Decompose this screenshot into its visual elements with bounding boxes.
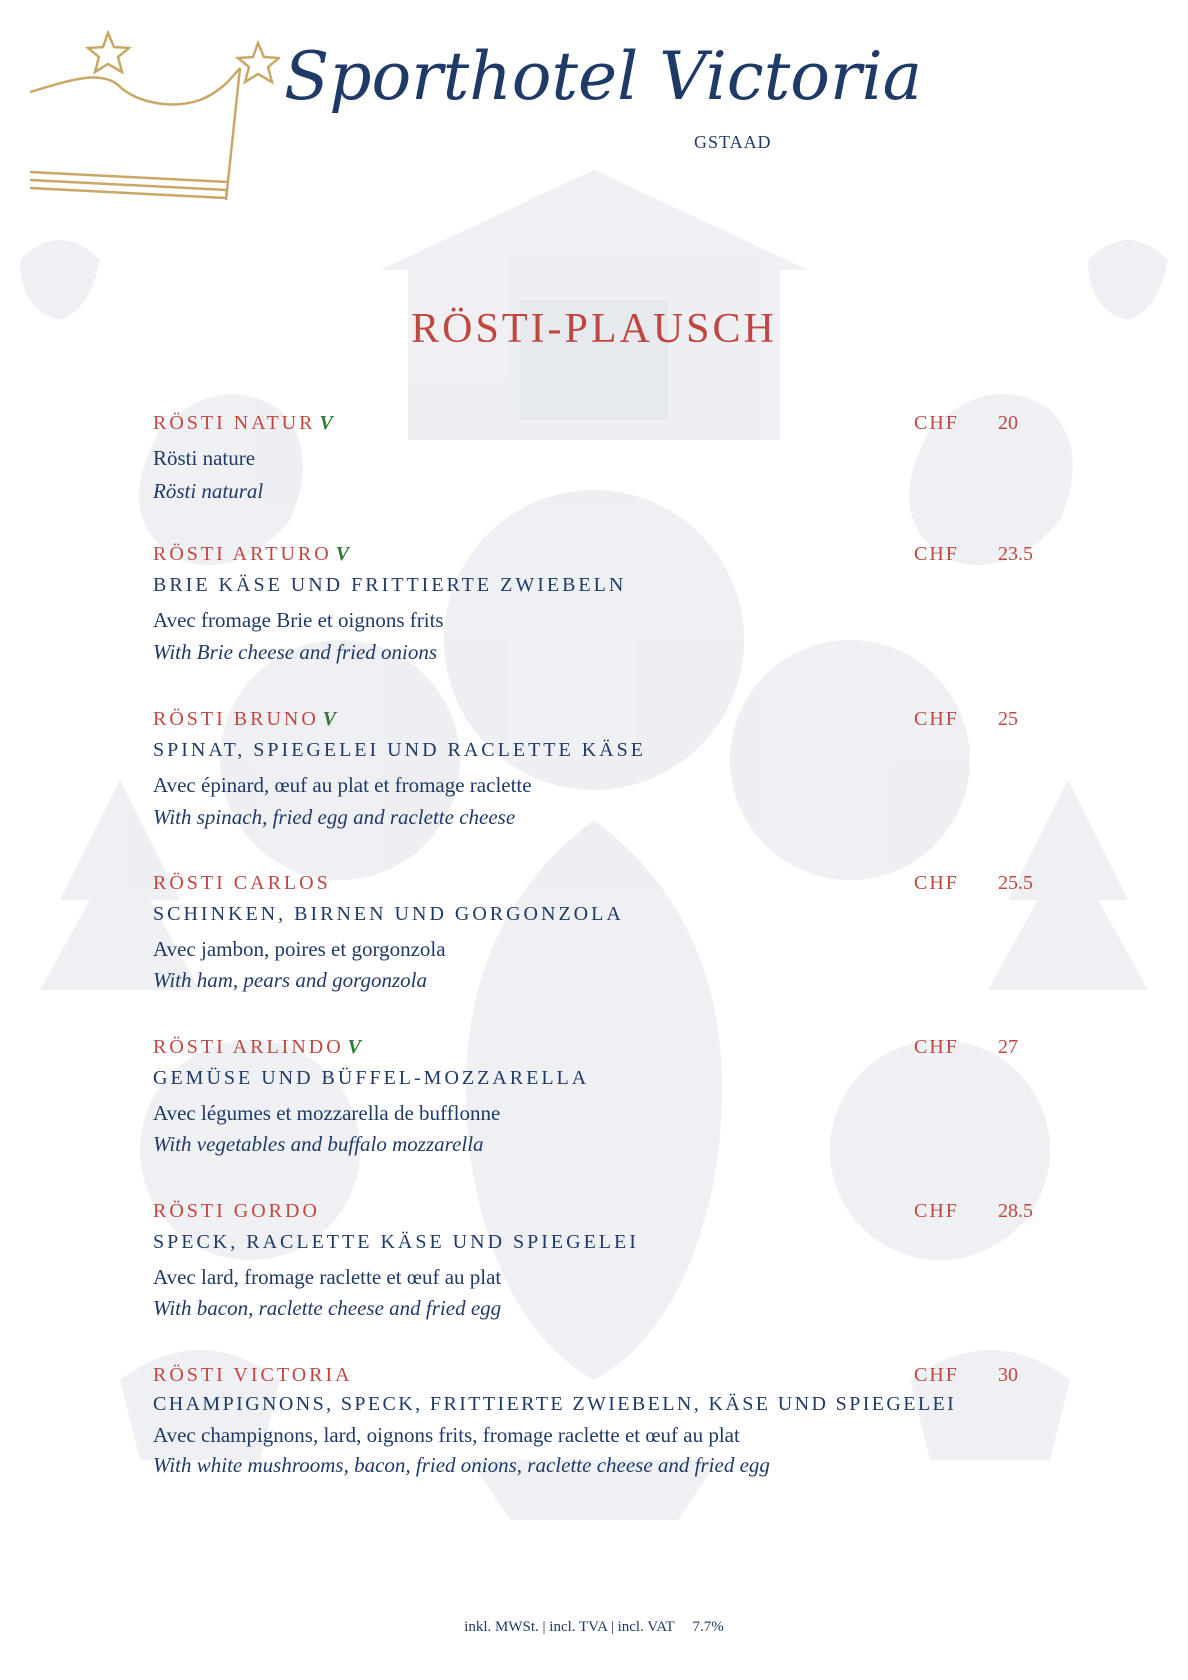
dish-description-en: With bacon, raclette cheese and fried egg [153,1296,502,1320]
dish-description-en: With Brie cheese and fried onions [153,640,438,664]
dish-description-en: With spinach, fried egg and raclette cheese [153,805,516,829]
currency-label: CHF [914,543,959,565]
dish-description-en: With white mushrooms, bacon, fried onions, raclette cheese and fried egg [153,1453,770,1477]
vegetarian-icon: V [319,412,333,434]
dish-description-fr: Avec légumes et mozzarella de bufflonne [153,1101,501,1125]
dish-description-fr: Avec épinard, œuf au plat et fromage raclette [153,773,532,797]
dish-name: RÖSTI ARLINDO V [153,1036,362,1058]
dish-description-de: CHAMPIGNONS, SPECK, FRITTIERTE ZWIEBELN, KÄSE UND SPIEGELEI [153,1393,957,1415]
tax-rate: 7.7% [692,1619,724,1635]
tax-note: inkl. MWSt. | incl. TVA | incl. VAT [464,1619,675,1635]
dish-description-de: BRIE KÄSE UND FRITTIERTE ZWIEBELN [153,574,627,596]
dish-price: 25 [998,708,1018,730]
dish-description-en: Rösti natural [153,479,264,503]
hotel-logo [30,30,923,220]
currency-label: CHF [914,708,959,730]
menu-title: RÖSTI-PLAUSCH [411,306,777,352]
vegetarian-icon: V [335,543,350,565]
dish-price: 25.5 [998,872,1033,894]
dish-description-fr: Avec lard, fromage raclette et œuf au plat [153,1265,502,1289]
dish-name: RÖSTI VICTORIA [153,1364,353,1386]
dish-price: 30 [998,1364,1018,1386]
currency-label: CHF [914,872,959,894]
dish-name: RÖSTI ARTURO V [153,543,350,565]
dish-description-de: SPECK, RACLETTE KÄSE UND SPIEGELEI [153,1231,639,1253]
currency-label: CHF [914,1036,959,1058]
vegetarian-icon: V [322,708,337,730]
currency-label: CHF [914,412,959,434]
dish-description-en: With vegetables and buffalo mozzarella [153,1132,484,1156]
dish-name: RÖSTI GORDO [153,1200,320,1222]
tax-footer [0,1619,1188,1636]
dish-description-de: SCHINKEN, BIRNEN UND GORGONZOLA [153,903,624,925]
currency-label: CHF [914,1200,959,1222]
vegetarian-icon: V [347,1036,362,1058]
dish-name: RÖSTI BRUNO V [153,708,337,730]
crown-stars-logo-icon [30,30,280,220]
dish-price: 20 [998,412,1018,434]
dish-price: 27 [998,1036,1018,1058]
dish-name: RÖSTI CARLOS [153,872,331,894]
dish-description-fr: Avec jambon, poires et gorgonzola [153,937,446,961]
dish-description-de: GEMÜSE UND BÜFFEL-MOZZARELLA [153,1067,590,1089]
dish-description-fr: Avec fromage Brie et oignons frits [153,608,444,632]
currency-label: CHF [914,1364,959,1386]
dish-description-de: SPINAT, SPIEGELEI UND RACLETTE KÄSE [153,739,646,761]
dish-name: RÖSTI NATUR V [153,412,333,434]
dish-description-en: With ham, pears and gorgonzola [153,968,427,992]
dish-description-fr: Rösti nature [153,446,256,470]
dish-description-fr: Avec champignons, lard, oignons frits, fromage raclette et œuf au plat [153,1423,740,1447]
hotel-name: Sporthotel Victoria [284,38,923,115]
dish-price: 28.5 [998,1200,1033,1222]
dish-price: 23.5 [998,543,1033,565]
hotel-location: GSTAAD [694,132,772,152]
